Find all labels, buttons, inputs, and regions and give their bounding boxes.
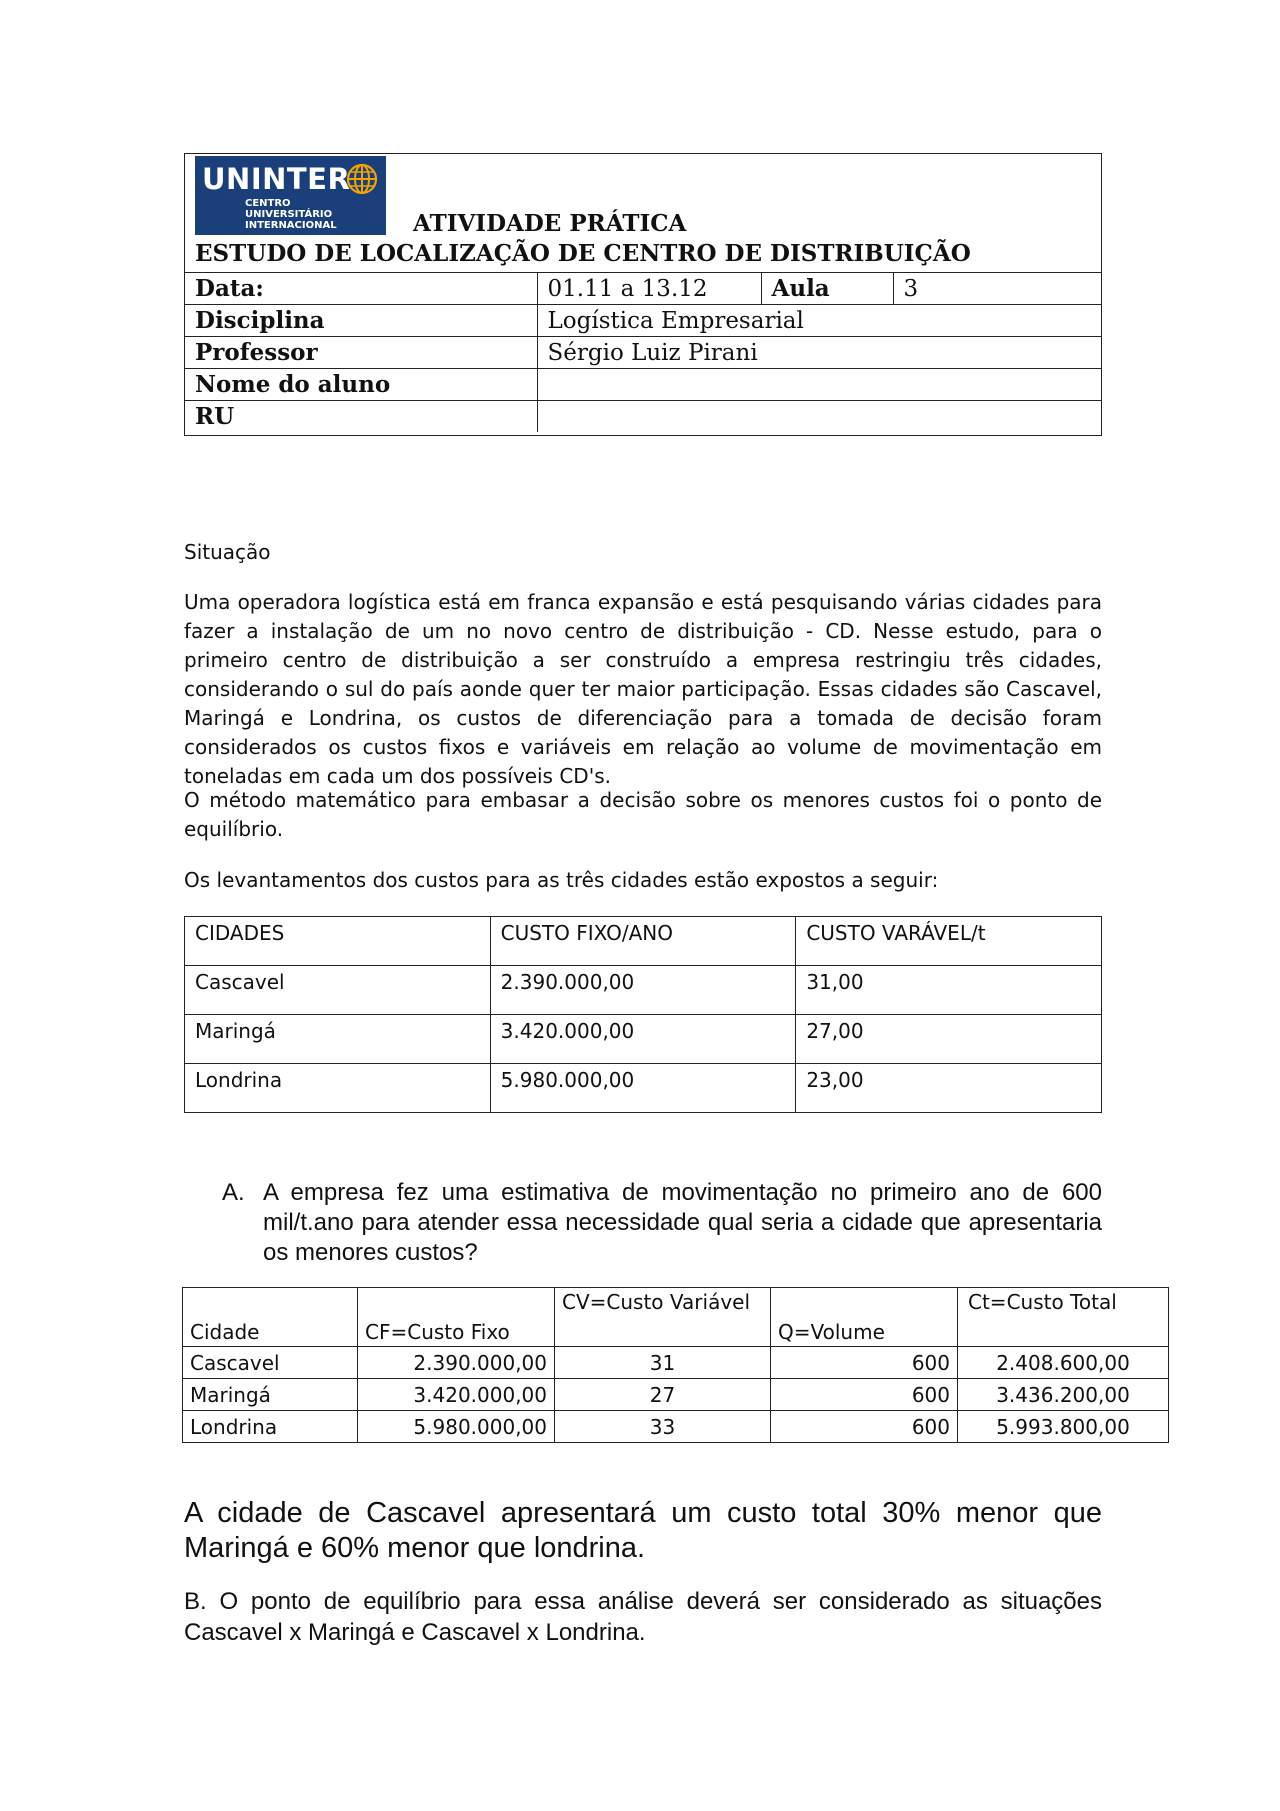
table-cell: 2.408.600,00 [958,1347,1169,1379]
document-subtitle: ESTUDO DE LOCALIZAÇÃO DE CENTRO DE DISTRIBUIÇÃO [195,240,971,267]
logo-sub-line: INTERNACIONAL [245,220,337,231]
table-cell: 5.980.000,00 [490,1064,796,1113]
table-cell: 31 [555,1347,771,1379]
table-cell: Londrina [185,1064,491,1113]
table-header-cell: CUSTO FIXO/ANO [490,917,796,966]
table-cell: 27 [555,1379,771,1411]
table-row [185,1015,1102,1064]
table-cell: 3.420.000,00 [490,1015,796,1064]
table-cell: 3.420.000,00 [358,1379,555,1411]
question-a-text: A empresa fez uma estimativa de movimentação no primeiro ano de 600 mil/t.ano para atender essa necessidade qual seria a cidade que apresentaria os menores custos? [263,1179,1102,1266]
table-row [183,1379,1169,1411]
table-header-cell: CV=Custo Variável [555,1288,771,1347]
table-cell: 33 [555,1411,771,1443]
section-title: Situação [184,540,271,564]
aluno-label: Nome do aluno [185,369,537,401]
table-cell: 600 [771,1411,958,1443]
table-cell: 2.390.000,00 [358,1347,555,1379]
result-table [182,1287,1169,1443]
table-cell: Cascavel [183,1347,358,1379]
table-row [185,1064,1102,1113]
table-header-cell: CUSTO VARÁVEL/t [796,917,1102,966]
logo-brand: UNINTER [202,162,351,196]
table-cell: 600 [771,1347,958,1379]
ru-value-field[interactable] [537,401,1101,433]
aula-label: Aula [761,273,893,305]
table-cell: 5.993.800,00 [958,1411,1169,1443]
table-header-cell: Ct=Custo Total [958,1288,1169,1347]
globe-icon [345,162,379,196]
table-header-row [185,917,1102,966]
table-cell: Londrina [183,1411,358,1443]
professor-label: Professor [185,337,537,369]
document-title: ATIVIDADE PRÁTICA [413,210,687,237]
costs-intro-paragraph: Os levantamentos dos custos para as três cidades estão expostos a seguir: [184,868,939,892]
table-header-row [183,1288,1169,1347]
uninter-logo [195,156,386,235]
method-paragraph: O método matemático para embasar a decisão sobre os menores custos foi o ponto de equilíbrio. [184,788,1102,841]
data-value: 01.11 a 13.12 [537,273,761,305]
info-row-disciplina [185,305,1101,337]
table-header-cell: CF=Custo Fixo [358,1288,555,1347]
table-cell: 2.390.000,00 [490,966,796,1015]
table-header-cell: Cidade [183,1288,358,1347]
table-row [183,1411,1169,1443]
table-cell: 600 [771,1379,958,1411]
disciplina-value: Logística Empresarial [537,305,1101,337]
table-row [185,966,1102,1015]
table-header-cell: CIDADES [185,917,491,966]
logo-sub-line: UNIVERSITÁRIO [245,209,333,220]
info-table [185,272,1101,432]
logo-sub-line: CENTRO [245,198,291,209]
aula-value: 3 [893,273,1101,305]
table-header-cell: Q=Volume [771,1288,958,1347]
aluno-value-field[interactable] [537,369,1101,401]
header-box [184,153,1102,436]
question-b: B. O ponto de equilíbrio para essa análise deverá ser considerado as situações Cascavel x Maringá e Cascavel x Londrina. [184,1588,1102,1646]
cost-table [184,916,1102,1113]
professor-value: Sérgio Luiz Pirani [537,337,1101,369]
table-cell: 23,00 [796,1064,1102,1113]
table-cell: Cascavel [185,966,491,1015]
list-marker: A. [222,1179,245,1206]
table-cell: Maringá [183,1379,358,1411]
info-row-professor [185,337,1101,369]
table-cell: 27,00 [796,1015,1102,1064]
disciplina-label: Disciplina [185,305,537,337]
info-row-aluno [185,369,1101,401]
situation-paragraph: Uma operadora logística está em franca expansão e está pesquisando várias cidades para fazer a instalação de um no novo centro de distribuição - CD. Nesse estudo, para o primeiro centro de distribuição a ser construído a empresa restringiu três cidades, considerando o sul do país aonde quer ter maior participação. Essas cidades são Cascavel, Maringá e Londrina, os custos de diferenciação para a tomada de decisão foram considerados os custos fixos e variáveis em relação ao volume de movimentação em toneladas em cada um dos possíveis CD's. [184,590,1102,788]
table-cell: 3.436.200,00 [958,1379,1169,1411]
info-row-ru [185,401,1101,433]
table-cell: Maringá [185,1015,491,1064]
table-row [183,1347,1169,1379]
conclusion-text: A cidade de Cascavel apresentará um custo total 30% menor que Maringá e 60% menor que londrina. [184,1497,1102,1564]
table-cell: 5.980.000,00 [358,1411,555,1443]
table-cell: 31,00 [796,966,1102,1015]
ru-label: RU [185,401,537,433]
info-row-data [185,273,1101,305]
data-label: Data: [185,273,537,305]
